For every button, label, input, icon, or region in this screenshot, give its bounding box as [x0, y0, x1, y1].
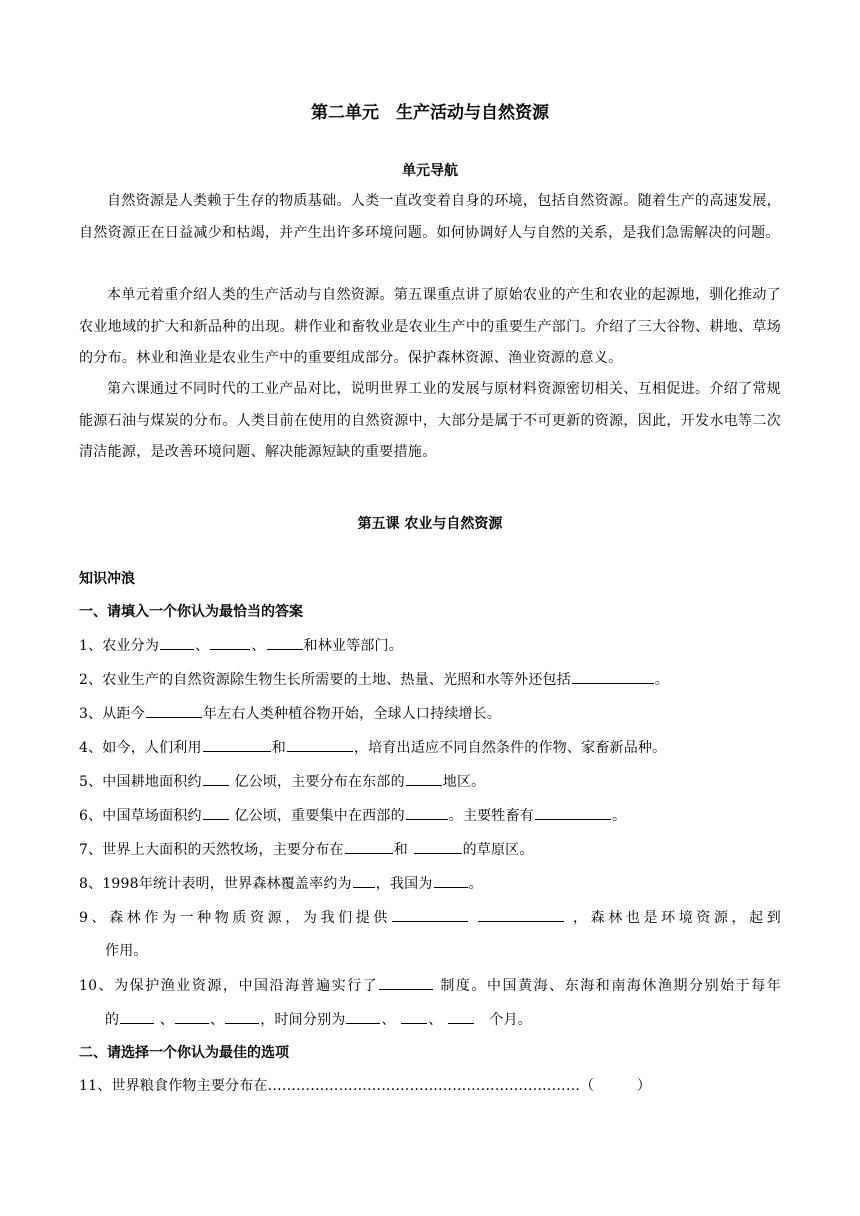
answer-blank[interactable] [345, 838, 393, 854]
answer-blank[interactable] [203, 804, 229, 820]
question-10: 10、为保护渔业资源，中国沿海普遍实行了 制度。中国黄海、东海和南海休渔期分别始于每年 [79, 974, 781, 995]
answer-blank[interactable] [406, 804, 448, 820]
answer-blank[interactable] [434, 872, 468, 888]
section-label: 知识冲浪 [79, 571, 135, 587]
answer-blank[interactable] [392, 906, 468, 922]
answer-blank[interactable] [478, 906, 564, 922]
unit-nav-paragraph-3: 第六课通过不同时代的工业产品对比，说明世界工业的发展与原材料资源密切相关、互相促进。介绍了常规能源石油与煤炭的分布。人类目前在使用的自然资源中，大部分是属于不可更新的资源，因此，开发水电等二次清洁能源，是改善环境问题、解决能源短缺的重要措施。 [79, 381, 781, 460]
unit-nav-heading: 单元导航 [402, 163, 458, 179]
part2-heading: 二、请选择一个你认为最佳的选项 [79, 1045, 289, 1061]
answer-blank[interactable] [210, 634, 250, 650]
answer-blank[interactable] [353, 872, 375, 888]
answer-blank[interactable] [160, 634, 194, 650]
question-9: 9、森林作为一种物质资源，为我们提供 ，森林也是环境资源，起到 [79, 906, 781, 927]
answer-blank[interactable] [414, 838, 462, 854]
answer-blank[interactable] [267, 634, 303, 650]
question-2: 2、农业生产的自然资源除生物生长所需要的土地、热量、光照和水等外还包括 。 [79, 668, 781, 689]
answer-blank[interactable] [535, 804, 611, 820]
unit-nav-paragraph-2: 本单元着重介绍人类的生产活动与自然资源。第五课重点讲了原始农业的产生和农业的起源地，驯化推动了农业地域的扩大和新品种的出现。耕作业和畜牧业是农业生产中的重要生产部门。介绍了三大谷物、耕地、草场的分布。林业和渔业是农业生产中的重要组成部分。保护森林资源、渔业资源的意义。 [79, 287, 781, 366]
question-4: 4、如今，人们利用 和 ，培育出适应不同自然条件的作物、家畜新品种。 [79, 736, 781, 757]
answer-blank[interactable] [120, 1008, 154, 1024]
answer-blank[interactable] [572, 668, 654, 684]
question-11: 11、世界粮食作物主要分布在…………………………………………………………（ ） [79, 1078, 652, 1094]
answer-paren[interactable]: （ ） [580, 1078, 652, 1094]
question-3: 3、从距今 年左右人类种植谷物开始，全球人口持续增长。 [79, 702, 781, 723]
part1-heading: 一、请填入一个你认为最恰当的答案 [79, 604, 303, 620]
answer-blank[interactable] [346, 1008, 380, 1024]
answer-blank[interactable] [379, 974, 433, 990]
question-1: 1、农业分为 、 、 和林业等部门。 [79, 634, 781, 655]
answer-blank[interactable] [406, 770, 442, 786]
question-10-continued: 的 、 、 ，时间分别为 、 、 个月。 [79, 1008, 807, 1029]
answer-blank[interactable] [146, 702, 202, 718]
question-8: 8、1998年统计表明，世界森林覆盖率约为 ，我国为 。 [79, 872, 781, 893]
answer-blank[interactable] [287, 736, 353, 752]
unit-title: 第二单元 生产活动与自然资源 [311, 103, 549, 123]
unit-nav-paragraph-1: 自然资源是人类赖于生存的物质基础。人类一直改变着自身的环境，包括自然资源。随着生产的高速发展，自然资源正在日益减少和枯竭，并产生出许多环境问题。如何协调好人与自然的关系，是我们急需解决的问题。 [79, 193, 781, 241]
lesson-title: 第五课 农业与自然资源 [357, 516, 503, 532]
answer-blank[interactable] [175, 1008, 209, 1024]
answer-blank[interactable] [448, 1008, 474, 1024]
question-6: 6、中国草场面积约 亿公顷，重要集中在西部的 。主要牲畜有 。 [79, 804, 781, 825]
question-7: 7、世界上大面积的天然牧场，主要分布在 和 的草原区。 [79, 838, 781, 859]
answer-blank[interactable] [401, 1008, 427, 1024]
answer-blank[interactable] [203, 770, 229, 786]
question-9-continued: 作用。 [105, 943, 148, 959]
answer-blank[interactable] [225, 1008, 259, 1024]
question-5: 5、中国耕地面积约 亿公顷，主要分布在东部的 地区。 [79, 770, 781, 791]
answer-blank[interactable] [203, 736, 271, 752]
